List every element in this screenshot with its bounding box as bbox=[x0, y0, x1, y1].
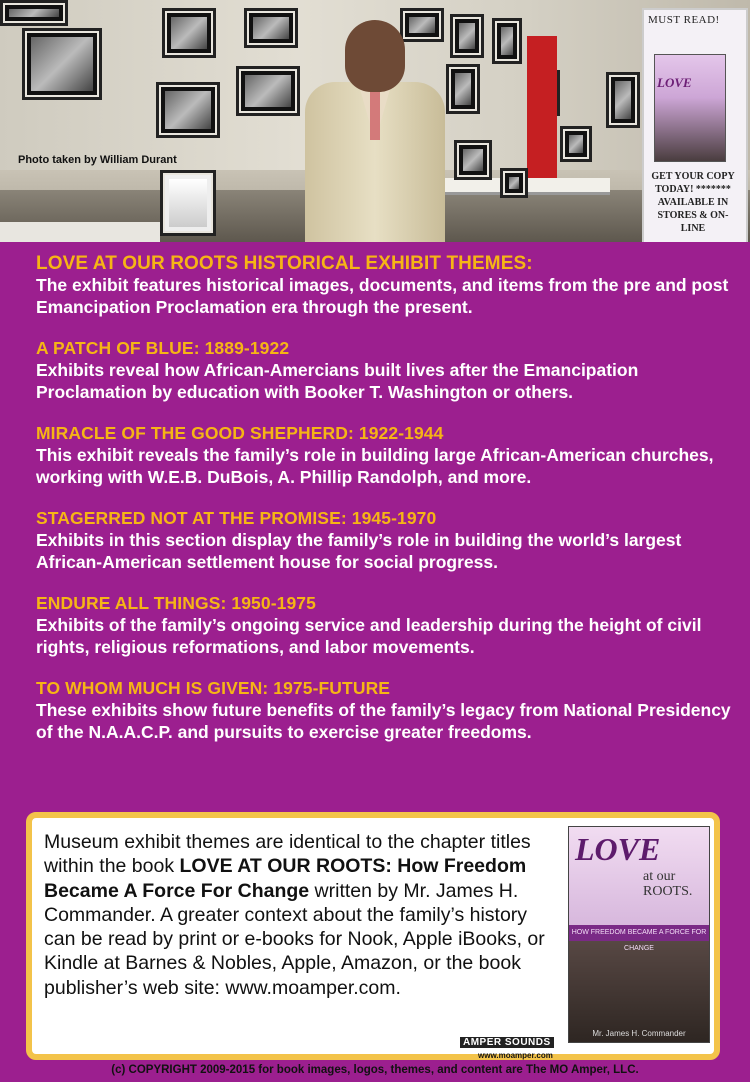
framed-photo bbox=[156, 82, 220, 138]
exhibit-photo bbox=[0, 0, 750, 242]
research-banner bbox=[527, 36, 557, 186]
book-info-box bbox=[26, 812, 720, 1060]
framed-photo bbox=[446, 64, 480, 114]
cover-tagline: HOW FREEDOM BECAME A FORCE FOR CHANGE bbox=[569, 925, 709, 941]
theme-title: A PATCH OF BLUE: 1889-1922 bbox=[36, 338, 290, 358]
cover-author: Mr. James H. Commander bbox=[592, 1029, 686, 1038]
theme-title: MIRACLE OF THE GOOD SHEPHERD: 1922-1944 bbox=[36, 423, 444, 443]
theme-description: Exhibits of the family’s ongoing service and leadership during the height of civil rights, religious reformations, and labor movements. bbox=[36, 615, 702, 657]
framed-photo bbox=[244, 8, 298, 48]
framed-photo bbox=[450, 14, 484, 58]
theme-section bbox=[36, 678, 736, 743]
poster-cta: GET YOUR COPY TODAY! ******* AVAILABLE IN STORES & ON-LINE bbox=[651, 171, 735, 234]
poster-book-cover bbox=[654, 54, 726, 162]
theme-section bbox=[36, 593, 736, 658]
theme-section bbox=[36, 338, 736, 403]
framed-document bbox=[160, 170, 216, 236]
theme-description: This exhibit reveals the family’s role in building large African-American churches, working with W.E.B. DuBois, A. Phillip Randolph, and more. bbox=[36, 445, 714, 487]
framed-photo bbox=[560, 126, 592, 162]
theme-section bbox=[36, 253, 736, 318]
framed-photo bbox=[500, 168, 528, 198]
theme-title: LOVE AT OUR ROOTS HISTORICAL EXHIBIT THEMES: bbox=[36, 253, 533, 274]
theme-description: Exhibits in this section display the family’s role in building the world’s largest African-American settlement house for social progress. bbox=[36, 530, 682, 572]
info-intro: Museum exhibit themes are identical to the chapter titles within the book bbox=[44, 831, 531, 878]
photo-credit: Photo taken by William Durant bbox=[18, 154, 177, 166]
poster-heading: MUST READ! bbox=[648, 14, 720, 26]
theme-section bbox=[36, 423, 736, 488]
framed-photo bbox=[606, 72, 640, 128]
display-table bbox=[0, 222, 160, 242]
cover-subtitle: at our ROOTS. bbox=[643, 869, 693, 899]
framed-photo bbox=[492, 18, 522, 64]
amper-sounds-logo: AMPER SOUNDS bbox=[460, 1037, 554, 1048]
info-rest: written by Mr. James H. Commander. A greater context about the family’s history can be read by print or e-books for Nook, Apple iBooks, or Kindle at Barnes & Nobles, Apple, Amazon, or the book publisher’s web site: www.moamper.com. bbox=[44, 879, 545, 999]
theme-title: STAGERRED NOT AT THE PROMISE: 1945-1970 bbox=[36, 508, 437, 528]
copyright-notice: (c) COPYRIGHT 2009-2015 for book images, logos, themes, and content are The MO Amper, LLC. bbox=[111, 1064, 639, 1076]
book-info-text bbox=[44, 830, 559, 1000]
cover-title: LOVE bbox=[575, 831, 661, 867]
logo-url: www.moamper.com bbox=[478, 1051, 553, 1060]
person-portrait bbox=[300, 20, 450, 242]
book-title: LOVE AT OUR ROOTS: How Freedom Became A Force For Change bbox=[44, 855, 527, 902]
theme-description: These exhibits show future benefits of the family’s legacy from National Presidency of the N.A.A.C.P. and pursuits to exercise greater freedoms. bbox=[36, 700, 731, 742]
framed-photo bbox=[236, 66, 300, 116]
framed-photo bbox=[22, 28, 102, 100]
framed-photo bbox=[162, 8, 216, 58]
poster-book-title: LOVE bbox=[657, 75, 692, 90]
book-poster bbox=[642, 8, 748, 242]
book-cover-image bbox=[568, 826, 710, 1043]
theme-description: Exhibits reveal how African-Amercians built lives after the Emancipation Proclamation by education with Booker T. Washington or others. bbox=[36, 360, 639, 402]
theme-description: The exhibit features historical images, documents, and items from the pre and post Emancipation Proclamation era through the present. bbox=[36, 275, 729, 317]
exhibit-themes bbox=[36, 253, 736, 763]
framed-photo bbox=[454, 140, 492, 180]
theme-title: TO WHOM MUCH IS GIVEN: 1975-FUTURE bbox=[36, 678, 391, 698]
framed-photo bbox=[0, 0, 68, 26]
theme-title: ENDURE ALL THINGS: 1950-1975 bbox=[36, 593, 316, 613]
theme-section bbox=[36, 508, 736, 573]
